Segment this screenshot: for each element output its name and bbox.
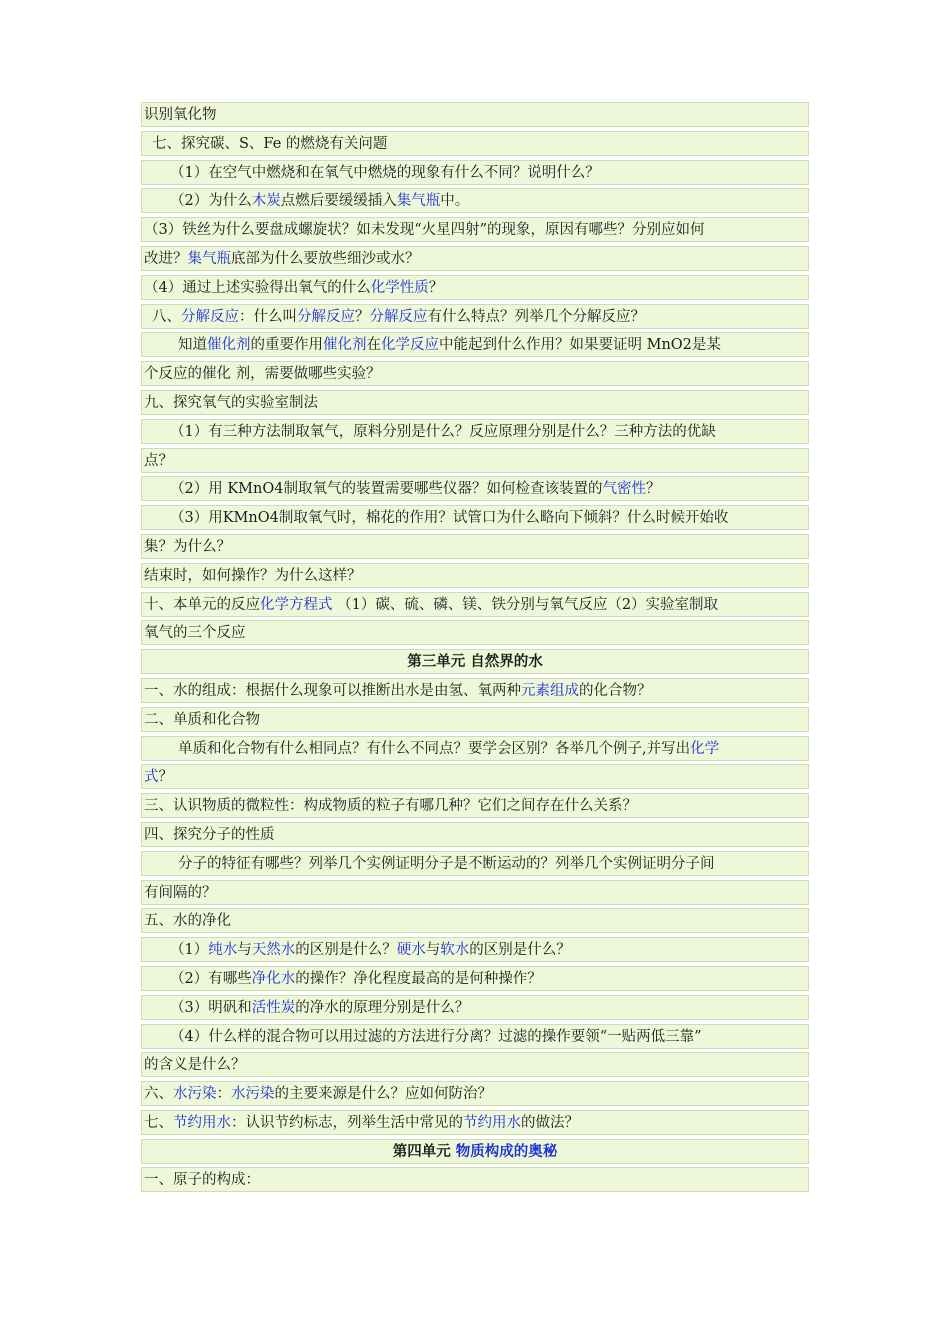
keyword-link[interactable]: 净化水 xyxy=(251,970,296,987)
line-text: 的主要来源是什么？应如何防治？ xyxy=(274,1086,492,1103)
line-text: 七、 xyxy=(144,1114,173,1131)
keyword-link[interactable]: 天然水 xyxy=(251,942,296,959)
line-text: 的化合物？ xyxy=(579,682,652,699)
line-text: 知道 xyxy=(178,337,207,354)
keyword-link[interactable]: 式 xyxy=(144,769,159,786)
text-line xyxy=(141,851,809,876)
keyword-link[interactable]: 化学反应 xyxy=(381,337,439,354)
line-text: 中能起到什么作用？如果要证明 MnO2是某 xyxy=(439,337,721,354)
line-text: 识别氧化物 xyxy=(144,107,217,123)
text-line xyxy=(141,880,809,905)
text-line xyxy=(141,908,809,933)
keyword-link[interactable]: 催化剂 xyxy=(207,337,251,354)
text-line xyxy=(141,390,809,415)
keyword-link[interactable]: 软水 xyxy=(440,942,470,959)
keyword-link[interactable]: 气密性 xyxy=(602,481,646,498)
keyword-link[interactable]: 分解反应 xyxy=(297,308,355,325)
text-line xyxy=(141,476,809,501)
line-text: 的净水的原理分别是什么？ xyxy=(295,999,470,1016)
line-text: （2）有哪些 xyxy=(170,970,252,987)
line-text: （1）有三种方法制取氧气，原料分别是什么？反应原理分别是什么？三种方法的优缺 xyxy=(170,423,716,440)
text-line xyxy=(141,304,809,329)
keyword-link[interactable]: 化学性质 xyxy=(370,279,429,296)
line-text: ？ xyxy=(355,308,370,325)
text-line xyxy=(141,534,809,559)
section-heading xyxy=(141,649,809,674)
text-line xyxy=(141,966,809,991)
keyword-link[interactable]: 硬水 xyxy=(396,942,426,959)
line-text: ？ xyxy=(428,279,444,296)
keyword-link[interactable]: 催化剂 xyxy=(323,337,367,354)
text-line xyxy=(141,131,809,156)
text-line xyxy=(141,102,809,127)
text-line xyxy=(141,1024,809,1049)
keyword-link[interactable]: 水污染 xyxy=(173,1086,217,1103)
line-text: 单质和化合物有什么相同点？有什么不同点？要学会区别？各举几个例子,并写出 xyxy=(178,740,691,757)
keyword-link[interactable]: 纯水 xyxy=(208,942,238,959)
text-line xyxy=(141,822,809,847)
text-line xyxy=(141,1052,809,1077)
line-text: 个反应的催化 剂，需要做哪些实验？ xyxy=(144,366,381,383)
line-text: （3）用KMnO4制取氧气时，棉花的作用？试管口为什么略向下倾斜？什么时候开始收 xyxy=(170,510,729,527)
text-line xyxy=(141,419,809,444)
keyword-link[interactable]: 节约用水 xyxy=(173,1114,231,1131)
line-text: 的区别是什么？ xyxy=(469,942,571,959)
line-text: 底部为什么要放些细沙或水？ xyxy=(231,250,420,267)
line-text: 九、探究氧气的实验室制法 xyxy=(144,394,318,411)
text-line xyxy=(141,937,809,962)
text-line xyxy=(141,563,809,588)
line-text: 一、水的组成：根据什么现象可以推断出水是由氢、氧两种 xyxy=(144,682,521,699)
keyword-link[interactable]: 集气瓶 xyxy=(396,193,441,210)
line-text: 三、认识物质的微粒性：构成物质的粒子有哪几种？它们之间存在什么关系？ xyxy=(144,798,637,815)
keyword-link[interactable]: 分解反应 xyxy=(181,308,239,325)
line-text: 在 xyxy=(366,337,381,354)
line-text: 有什么特点？列举几个分解反应？ xyxy=(427,308,645,325)
line-text: ？ xyxy=(158,769,173,786)
line-text: 点燃后要缓缓插入 xyxy=(280,193,397,210)
line-text: 中。 xyxy=(440,193,470,210)
line-text: 的做法？ xyxy=(521,1114,579,1131)
text-line xyxy=(141,160,809,185)
text-line xyxy=(141,217,809,242)
keyword-link[interactable]: 活性炭 xyxy=(251,999,296,1016)
line-text: 改进？ xyxy=(144,250,188,267)
text-line xyxy=(141,1081,809,1106)
line-text: 集？为什么？ xyxy=(144,538,231,555)
text-line xyxy=(141,678,809,703)
text-line xyxy=(141,620,809,645)
line-text: 七、探究碳、S、Fe 的燃烧有关问题 xyxy=(152,135,388,152)
line-text: 有间隔的？ xyxy=(144,884,217,901)
text-line xyxy=(141,188,809,213)
line-text: 点？ xyxy=(144,452,173,469)
text-line xyxy=(141,1167,809,1192)
line-text: 第三单元 自然界的水 xyxy=(407,653,543,671)
line-text: ： xyxy=(216,1086,231,1103)
line-text: 的区别是什么？ xyxy=(295,942,397,959)
line-text: 八、 xyxy=(152,308,181,325)
text-line xyxy=(141,448,809,473)
line-text: 氧气的三个反应 xyxy=(144,625,246,642)
line-text: （1）碳、硫、磷、镁、铁分别与氧气反应（2）实验室制取 xyxy=(332,596,719,613)
text-line xyxy=(141,995,809,1020)
line-text: 第四单元 xyxy=(392,1142,456,1160)
text-line xyxy=(141,707,809,732)
keyword-link[interactable]: 分解反应 xyxy=(369,308,428,325)
text-line xyxy=(141,793,809,818)
line-text: 四、探究分子的性质 xyxy=(144,826,275,843)
line-text: （3）铁丝为什么要盘成螺旋状？如未发现“火星四射”的现象，原因有哪些？分别应如何 xyxy=(144,222,705,239)
text-line xyxy=(141,275,809,300)
line-text: ：什么叫 xyxy=(239,308,297,325)
line-text: （1）在空气中燃烧和在氧气中燃烧的现象有什么不同？说明什么？ xyxy=(170,164,600,181)
text-line xyxy=(141,764,809,789)
line-text: （3）明矾和 xyxy=(170,999,252,1016)
line-text: 六、 xyxy=(144,1086,173,1103)
line-text: 与 xyxy=(237,942,252,959)
line-text: ：认识节约标志，列举生活中常见的 xyxy=(231,1114,463,1131)
text-line xyxy=(141,246,809,271)
line-text: 五、水的净化 xyxy=(144,913,231,930)
text-line xyxy=(141,736,809,761)
text-line xyxy=(141,332,809,357)
keyword-link[interactable]: 物质构成的奥秘 xyxy=(455,1142,558,1160)
keyword-link[interactable]: 水污染 xyxy=(231,1086,275,1103)
keyword-link[interactable]: 元素组成 xyxy=(521,682,579,699)
keyword-link[interactable]: 木炭 xyxy=(251,193,281,210)
line-text: ？ xyxy=(645,481,661,498)
line-text: 结束时，如何操作？为什么这样？ xyxy=(144,567,362,584)
text-line xyxy=(141,505,809,530)
text-line xyxy=(141,361,809,386)
line-text: 的操作？净化程度最高的是何种操作？ xyxy=(295,970,542,987)
line-text: （2）用 KMnO4制取氧气的装置需要哪些仪器？如何检查该装置的 xyxy=(170,481,603,498)
text-line xyxy=(141,592,809,617)
section-heading xyxy=(141,1139,809,1164)
text-line xyxy=(141,1110,809,1135)
line-text: 分子的特征有哪些？列举几个实例证明分子是不断运动的？列举几个实例证明分子间 xyxy=(178,855,715,872)
line-text: 与 xyxy=(425,942,441,959)
line-text: 的含义是什么？ xyxy=(144,1057,246,1074)
line-text: 二、单质和化合物 xyxy=(144,711,260,728)
line-text: 的重要作用 xyxy=(250,337,323,354)
line-text: （4）通过上述实验得出氧气的什么 xyxy=(144,279,371,296)
line-text: （2）为什么 xyxy=(170,193,252,210)
keyword-link[interactable]: 化学 xyxy=(690,740,720,757)
keyword-link[interactable]: 集气瓶 xyxy=(187,250,231,267)
document-body xyxy=(141,102,809,1196)
line-text: 一、原子的构成： xyxy=(144,1172,260,1189)
keyword-link[interactable]: 化学方程式 xyxy=(260,596,333,613)
line-text: （4）什么样的混合物可以用过滤的方法进行分离？过滤的操作要领“一贴两低三靠” xyxy=(170,1028,702,1045)
line-text: 十、本单元的反应 xyxy=(144,596,260,613)
keyword-link[interactable]: 节约用水 xyxy=(463,1114,521,1131)
line-text: （1） xyxy=(170,942,209,959)
